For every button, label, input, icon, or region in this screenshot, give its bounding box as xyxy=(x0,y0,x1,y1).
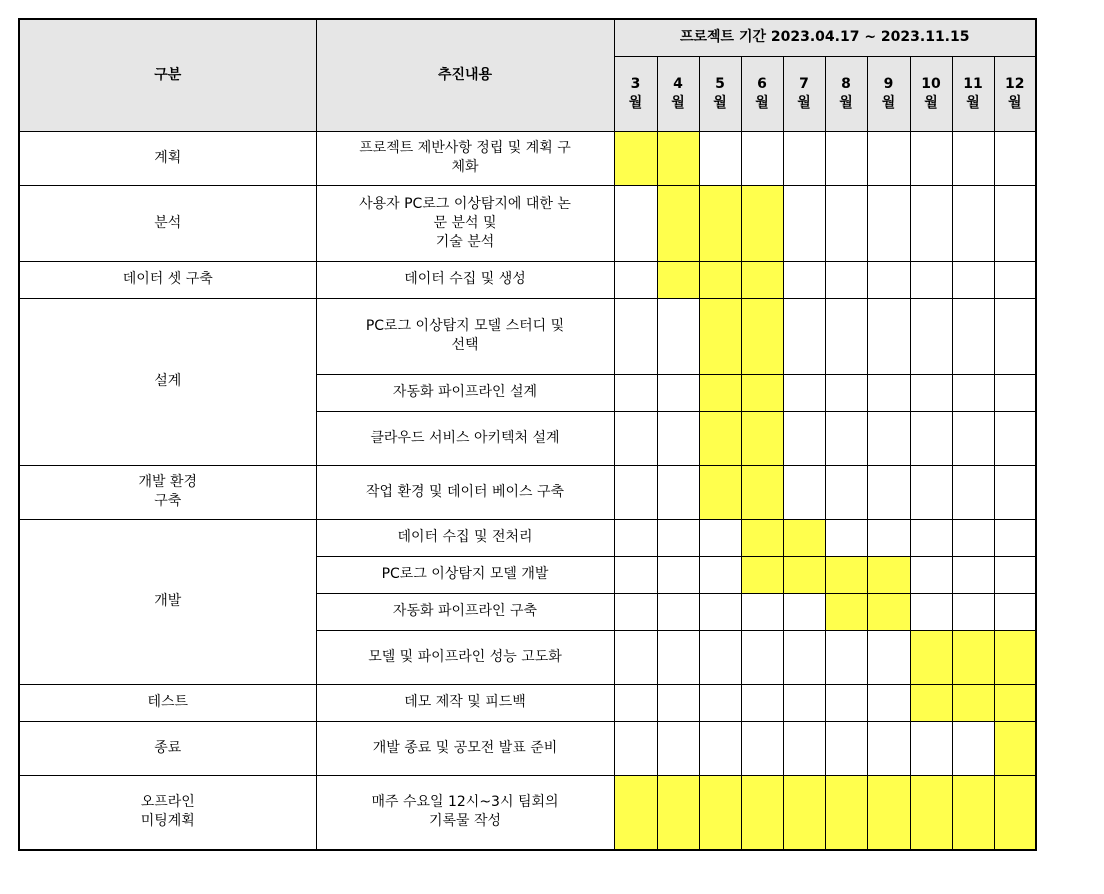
active-month-cell xyxy=(952,775,994,850)
active-month-cell xyxy=(699,411,741,465)
month-cell xyxy=(657,519,699,556)
table-row xyxy=(19,684,1036,721)
month-cell xyxy=(699,556,741,593)
active-month-cell xyxy=(699,185,741,261)
active-month-cell xyxy=(741,556,783,593)
category-cell: 데이터 셋 구축 xyxy=(19,261,316,298)
task-cell: PC로그 이상탐지 모델 스터디 및 선택 xyxy=(316,298,614,374)
table-row xyxy=(19,185,1036,261)
active-month-cell xyxy=(741,465,783,519)
month-cell xyxy=(783,411,825,465)
month-cell xyxy=(657,298,699,374)
active-month-cell xyxy=(741,185,783,261)
month-cell xyxy=(867,131,910,185)
content-header: 추진내용 xyxy=(316,19,614,131)
active-month-cell xyxy=(910,630,952,684)
month-header: 12 월 xyxy=(994,56,1036,131)
month-cell xyxy=(825,684,867,721)
active-month-cell xyxy=(741,374,783,411)
month-cell xyxy=(783,185,825,261)
task-cell: 프로젝트 제반사항 정립 및 계획 구 체화 xyxy=(316,131,614,185)
month-header: 10 월 xyxy=(910,56,952,131)
active-month-cell xyxy=(657,261,699,298)
month-cell xyxy=(867,411,910,465)
task-cell: 클라우드 서비스 아키텍처 설계 xyxy=(316,411,614,465)
active-month-cell xyxy=(910,775,952,850)
month-cell xyxy=(614,374,657,411)
month-cell xyxy=(657,593,699,630)
month-cell xyxy=(783,261,825,298)
month-cell xyxy=(994,261,1036,298)
month-cell xyxy=(910,593,952,630)
category-header: 구분 xyxy=(19,19,316,131)
table-row xyxy=(19,261,1036,298)
active-month-cell xyxy=(825,593,867,630)
month-cell xyxy=(825,519,867,556)
table-row xyxy=(19,721,1036,775)
task-cell: 데모 제작 및 피드백 xyxy=(316,684,614,721)
month-cell xyxy=(699,684,741,721)
month-cell xyxy=(741,721,783,775)
month-cell xyxy=(783,131,825,185)
category-cell: 테스트 xyxy=(19,684,316,721)
month-header: 5 월 xyxy=(699,56,741,131)
month-cell xyxy=(825,261,867,298)
month-cell xyxy=(910,411,952,465)
month-cell xyxy=(952,465,994,519)
active-month-cell xyxy=(741,775,783,850)
month-cell xyxy=(910,465,952,519)
month-cell xyxy=(994,298,1036,374)
table-row xyxy=(19,465,1036,519)
active-month-cell xyxy=(699,465,741,519)
month-cell xyxy=(699,721,741,775)
task-cell: 자동화 파이프라인 구축 xyxy=(316,593,614,630)
active-month-cell xyxy=(741,261,783,298)
task-cell: 데이터 수집 및 생성 xyxy=(316,261,614,298)
month-cell xyxy=(910,261,952,298)
active-month-cell xyxy=(699,374,741,411)
month-cell xyxy=(614,593,657,630)
active-month-cell xyxy=(741,298,783,374)
month-cell xyxy=(825,630,867,684)
month-cell xyxy=(783,684,825,721)
month-header: 8 월 xyxy=(825,56,867,131)
month-cell xyxy=(699,593,741,630)
month-cell xyxy=(867,630,910,684)
month-cell xyxy=(783,465,825,519)
month-cell xyxy=(867,684,910,721)
month-cell xyxy=(657,721,699,775)
month-cell xyxy=(614,261,657,298)
month-cell xyxy=(614,298,657,374)
month-cell xyxy=(741,684,783,721)
month-cell xyxy=(867,185,910,261)
task-cell: 사용자 PC로그 이상탐지에 대한 논 문 분석 및 기술 분석 xyxy=(316,185,614,261)
month-cell xyxy=(994,465,1036,519)
month-cell xyxy=(614,684,657,721)
month-cell xyxy=(614,721,657,775)
active-month-cell xyxy=(952,684,994,721)
month-cell xyxy=(952,298,994,374)
period-header: 프로젝트 기간 2023.04.17 ~ 2023.11.15 xyxy=(614,19,1036,56)
active-month-cell xyxy=(741,411,783,465)
month-cell xyxy=(783,630,825,684)
month-cell xyxy=(783,298,825,374)
month-cell xyxy=(614,411,657,465)
category-cell: 계획 xyxy=(19,131,316,185)
month-cell xyxy=(741,131,783,185)
month-cell xyxy=(910,556,952,593)
month-cell xyxy=(952,721,994,775)
month-cell xyxy=(952,261,994,298)
month-cell xyxy=(825,465,867,519)
task-cell: PC로그 이상탐지 모델 개발 xyxy=(316,556,614,593)
active-month-cell xyxy=(699,775,741,850)
month-cell xyxy=(994,131,1036,185)
month-cell xyxy=(783,374,825,411)
active-month-cell xyxy=(952,630,994,684)
month-cell xyxy=(741,630,783,684)
month-cell xyxy=(825,298,867,374)
month-header: 7 월 xyxy=(783,56,825,131)
month-cell xyxy=(910,131,952,185)
month-cell xyxy=(994,519,1036,556)
month-cell xyxy=(614,519,657,556)
active-month-cell xyxy=(867,775,910,850)
task-cell: 개발 종료 및 공모전 발표 준비 xyxy=(316,721,614,775)
month-cell xyxy=(657,630,699,684)
category-cell: 종료 xyxy=(19,721,316,775)
category-cell: 개발 환경 구축 xyxy=(19,465,316,519)
table-row xyxy=(19,131,1036,185)
month-cell xyxy=(783,593,825,630)
month-cell xyxy=(825,721,867,775)
category-cell: 오프라인 미팅계획 xyxy=(19,775,316,850)
month-cell xyxy=(825,374,867,411)
month-cell xyxy=(952,593,994,630)
table-row xyxy=(19,519,1036,556)
month-cell xyxy=(867,721,910,775)
active-month-cell xyxy=(783,556,825,593)
active-month-cell xyxy=(867,556,910,593)
month-cell xyxy=(952,131,994,185)
month-cell xyxy=(614,465,657,519)
task-cell: 자동화 파이프라인 설계 xyxy=(316,374,614,411)
month-cell xyxy=(910,519,952,556)
task-cell: 작업 환경 및 데이터 베이스 구축 xyxy=(316,465,614,519)
month-cell xyxy=(657,411,699,465)
month-cell xyxy=(994,593,1036,630)
month-cell xyxy=(825,131,867,185)
table-row xyxy=(19,775,1036,850)
active-month-cell xyxy=(741,519,783,556)
active-month-cell xyxy=(994,630,1036,684)
month-cell xyxy=(994,556,1036,593)
active-month-cell xyxy=(699,261,741,298)
month-cell xyxy=(867,261,910,298)
month-cell xyxy=(699,519,741,556)
active-month-cell xyxy=(657,131,699,185)
active-month-cell xyxy=(783,775,825,850)
month-cell xyxy=(867,374,910,411)
month-header: 6 월 xyxy=(741,56,783,131)
month-cell xyxy=(952,374,994,411)
month-cell xyxy=(657,374,699,411)
month-cell xyxy=(699,131,741,185)
active-month-cell xyxy=(867,593,910,630)
table-row xyxy=(19,298,1036,374)
month-cell xyxy=(867,298,910,374)
active-month-cell xyxy=(825,775,867,850)
task-cell: 모델 및 파이프라인 성능 고도화 xyxy=(316,630,614,684)
month-cell xyxy=(825,411,867,465)
active-month-cell xyxy=(657,775,699,850)
active-month-cell xyxy=(910,684,952,721)
active-month-cell xyxy=(657,185,699,261)
month-cell xyxy=(614,630,657,684)
month-cell xyxy=(657,556,699,593)
month-cell xyxy=(952,519,994,556)
month-cell xyxy=(699,630,741,684)
active-month-cell xyxy=(614,131,657,185)
month-cell xyxy=(910,185,952,261)
month-cell xyxy=(614,556,657,593)
month-cell xyxy=(910,374,952,411)
category-cell: 개발 xyxy=(19,519,316,684)
month-cell xyxy=(910,721,952,775)
task-cell: 매주 수요일 12시~3시 팀회의 기록물 작성 xyxy=(316,775,614,850)
schedule-table xyxy=(18,18,1037,851)
month-header: 3 월 xyxy=(614,56,657,131)
month-cell xyxy=(825,185,867,261)
month-cell xyxy=(657,684,699,721)
month-cell xyxy=(994,185,1036,261)
active-month-cell xyxy=(783,519,825,556)
month-cell xyxy=(614,185,657,261)
month-cell xyxy=(952,411,994,465)
active-month-cell xyxy=(994,684,1036,721)
month-header: 4 월 xyxy=(657,56,699,131)
active-month-cell xyxy=(994,721,1036,775)
active-month-cell xyxy=(825,556,867,593)
active-month-cell xyxy=(994,775,1036,850)
task-cell: 데이터 수집 및 전처리 xyxy=(316,519,614,556)
month-cell xyxy=(994,411,1036,465)
month-cell xyxy=(910,298,952,374)
month-cell xyxy=(952,185,994,261)
month-header: 11 월 xyxy=(952,56,994,131)
active-month-cell xyxy=(699,298,741,374)
category-cell: 설계 xyxy=(19,298,316,465)
category-cell: 분석 xyxy=(19,185,316,261)
month-cell xyxy=(741,593,783,630)
month-cell xyxy=(657,465,699,519)
month-cell xyxy=(867,465,910,519)
month-cell xyxy=(867,519,910,556)
month-cell xyxy=(952,556,994,593)
active-month-cell xyxy=(614,775,657,850)
month-header: 9 월 xyxy=(867,56,910,131)
month-cell xyxy=(994,374,1036,411)
month-cell xyxy=(783,721,825,775)
